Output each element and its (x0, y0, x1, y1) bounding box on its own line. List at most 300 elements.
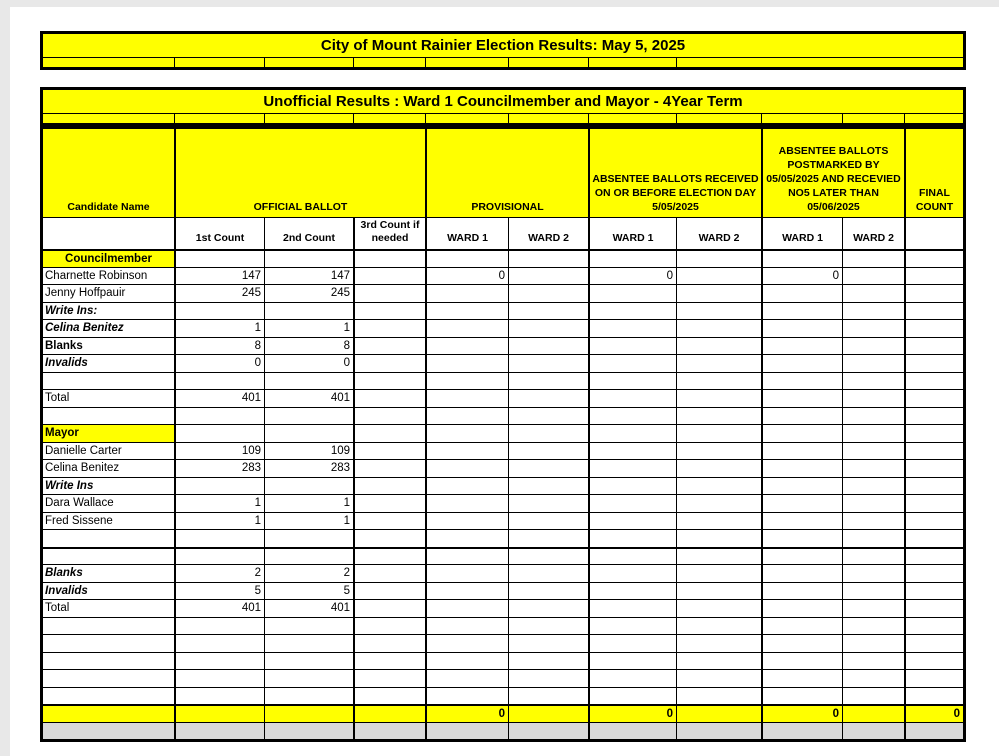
empty-cell (676, 512, 761, 530)
empty-cell (353, 687, 425, 705)
empty-cell (761, 669, 842, 687)
empty-cell (676, 634, 761, 652)
subheader-absentee-postmarked-ward1: WARD 1 (761, 217, 842, 249)
empty-cell (425, 477, 508, 495)
empty-cell (508, 389, 588, 407)
value-cell-apw1: 0 (761, 267, 842, 285)
empty-cell (264, 547, 353, 565)
empty-cell (264, 529, 353, 547)
empty-cell (904, 494, 963, 512)
subheader-3rd-count: 3rd Count if needed (353, 217, 425, 249)
empty-cell (264, 722, 353, 740)
empty-cell (425, 582, 508, 600)
subheader-provisional-ward1: WARD 1 (425, 217, 508, 249)
empty-cell (425, 564, 508, 582)
empty-cell (508, 582, 588, 600)
empty-cell (842, 459, 904, 477)
empty-cell (174, 477, 264, 495)
value-cell-c2: 1 (264, 494, 353, 512)
empty-cell (842, 722, 904, 740)
spacer-cell (425, 114, 508, 123)
empty-cell (508, 669, 588, 687)
empty-cell (588, 564, 676, 582)
empty-cell (904, 459, 963, 477)
empty-cell (676, 477, 761, 495)
empty-cell (353, 599, 425, 617)
empty-cell (761, 337, 842, 355)
empty-cell (588, 337, 676, 355)
value-cell-c2: 5 (264, 582, 353, 600)
empty-cell (761, 284, 842, 302)
empty-label-cell (43, 704, 174, 722)
empty-cell (842, 354, 904, 372)
empty-cell (174, 249, 264, 267)
empty-cell (676, 687, 761, 705)
empty-cell (842, 669, 904, 687)
empty-cell (588, 284, 676, 302)
row-label: Invalids (43, 582, 174, 600)
empty-cell (588, 319, 676, 337)
empty-cell (353, 617, 425, 635)
empty-cell (904, 547, 963, 565)
header-candidate-name: Candidate Name (43, 129, 174, 217)
empty-cell (425, 249, 508, 267)
empty-cell (676, 669, 761, 687)
empty-cell (842, 704, 904, 722)
empty-cell (842, 407, 904, 425)
empty-cell (676, 547, 761, 565)
empty-cell (353, 267, 425, 285)
empty-cell (676, 529, 761, 547)
empty-cell (842, 564, 904, 582)
empty-cell (508, 634, 588, 652)
sub-title: Unofficial Results : Ward 1 Councilmember and Mayor - 4Year Term (43, 90, 963, 114)
empty-cell (425, 512, 508, 530)
empty-cell (842, 372, 904, 390)
empty-cell (676, 249, 761, 267)
empty-cell (264, 302, 353, 320)
empty-cell (174, 372, 264, 390)
subheader-2nd-count: 2nd Count (264, 217, 353, 249)
empty-cell (353, 459, 425, 477)
empty-cell (761, 529, 842, 547)
spacer-cell (588, 114, 676, 123)
spacer-cell (508, 114, 588, 123)
row-label: Councilmember (43, 249, 174, 267)
empty-cell (588, 477, 676, 495)
empty-cell (904, 389, 963, 407)
empty-label-cell (43, 722, 174, 740)
empty-cell (174, 547, 264, 565)
row-label: Blanks (43, 337, 174, 355)
empty-cell (264, 669, 353, 687)
empty-cell (842, 337, 904, 355)
empty-cell (508, 512, 588, 530)
empty-cell (842, 267, 904, 285)
empty-cell (508, 494, 588, 512)
empty-cell (508, 249, 588, 267)
empty-cell (842, 477, 904, 495)
row-label: Total (43, 599, 174, 617)
empty-cell (588, 687, 676, 705)
empty-cell (761, 617, 842, 635)
empty-cell (353, 319, 425, 337)
spacer-cell (174, 58, 264, 67)
spacer-cell (264, 114, 353, 123)
value-cell-pw1: 0 (425, 267, 508, 285)
empty-cell (588, 617, 676, 635)
spacer-cell (588, 58, 676, 67)
grid-spacer-row-1 (43, 58, 963, 67)
subheader-absentee-postmarked-ward2: WARD 2 (842, 217, 904, 249)
empty-cell (588, 599, 676, 617)
empty-cell (842, 442, 904, 460)
spacer-cell (508, 58, 588, 67)
empty-cell (425, 529, 508, 547)
empty-cell (425, 494, 508, 512)
empty-cell (508, 529, 588, 547)
row-label: Celina Benitez (43, 319, 174, 337)
empty-cell (174, 424, 264, 442)
empty-cell (425, 354, 508, 372)
row-label: Total (43, 389, 174, 407)
spacer-cell (353, 114, 425, 123)
empty-cell (508, 354, 588, 372)
empty-cell (425, 372, 508, 390)
empty-cell (508, 477, 588, 495)
value-cell-c2: 401 (264, 599, 353, 617)
empty-cell (588, 354, 676, 372)
empty-cell (904, 652, 963, 670)
value-cell-c1: 2 (174, 564, 264, 582)
empty-cell (761, 634, 842, 652)
value-cell-c1: 147 (174, 267, 264, 285)
empty-cell (508, 424, 588, 442)
main-title: City of Mount Rainier Election Results: May 5, 2025 (43, 34, 963, 58)
empty-cell (676, 722, 761, 740)
header-final-count: FINAL COUNT (904, 129, 963, 217)
empty-cell (761, 389, 842, 407)
empty-cell (508, 319, 588, 337)
empty-cell (676, 564, 761, 582)
header-absentee-received: ABSENTEE BALLOTS RECEIVED ON OR BEFORE ELECTION DAY 5/05/2025 (588, 129, 761, 217)
empty-cell (904, 617, 963, 635)
subheader-1st-count: 1st Count (174, 217, 264, 249)
empty-cell (425, 442, 508, 460)
empty-cell (676, 459, 761, 477)
empty-cell (353, 424, 425, 442)
subheader-provisional-ward2: WARD 2 (508, 217, 588, 249)
empty-cell (761, 249, 842, 267)
value-cell-c2: 401 (264, 389, 353, 407)
empty-cell (353, 634, 425, 652)
empty-cell (676, 424, 761, 442)
empty-cell (676, 372, 761, 390)
value-cell-c2: 245 (264, 284, 353, 302)
empty-cell (676, 704, 761, 722)
empty-cell (842, 529, 904, 547)
subheader-final-blank (904, 217, 963, 249)
empty-cell (842, 634, 904, 652)
empty-cell (761, 652, 842, 670)
value-cell-c1: 5 (174, 582, 264, 600)
empty-cell (353, 284, 425, 302)
value-cell-fc: 0 (904, 704, 963, 722)
empty-cell (353, 652, 425, 670)
empty-cell (353, 529, 425, 547)
empty-cell (842, 547, 904, 565)
empty-cell (588, 407, 676, 425)
spacer-cell (43, 58, 174, 67)
empty-cell (676, 494, 761, 512)
value-cell-c1: 1 (174, 319, 264, 337)
empty-cell (676, 582, 761, 600)
empty-label-cell (43, 634, 174, 652)
value-cell-c2: 8 (264, 337, 353, 355)
empty-cell (904, 424, 963, 442)
empty-cell (761, 494, 842, 512)
empty-cell (353, 564, 425, 582)
empty-label-cell (43, 547, 174, 565)
value-cell-arw1: 0 (588, 267, 676, 285)
row-label: Danielle Carter (43, 442, 174, 460)
empty-cell (904, 249, 963, 267)
empty-cell (676, 652, 761, 670)
empty-cell (353, 249, 425, 267)
empty-cell (761, 477, 842, 495)
empty-cell (676, 389, 761, 407)
empty-cell (588, 442, 676, 460)
empty-cell (761, 302, 842, 320)
value-cell-c2: 0 (264, 354, 353, 372)
empty-cell (842, 687, 904, 705)
empty-cell (264, 652, 353, 670)
spacer-cell (761, 114, 842, 123)
subheader-absentee-received-ward1: WARD 1 (588, 217, 676, 249)
empty-cell (508, 284, 588, 302)
empty-cell (904, 687, 963, 705)
empty-cell (842, 284, 904, 302)
empty-cell (761, 722, 842, 740)
empty-cell (425, 407, 508, 425)
page-edge-left (0, 0, 10, 756)
empty-cell (588, 302, 676, 320)
value-cell-c2: 1 (264, 512, 353, 530)
empty-cell (761, 424, 842, 442)
spacer-cell (425, 58, 508, 67)
empty-cell (508, 687, 588, 705)
empty-cell (842, 424, 904, 442)
empty-cell (588, 634, 676, 652)
empty-cell (761, 582, 842, 600)
row-label: Jenny Hoffpauir (43, 284, 174, 302)
empty-cell (508, 372, 588, 390)
empty-cell (264, 372, 353, 390)
spacer-cell (676, 114, 761, 123)
empty-label-cell (43, 669, 174, 687)
empty-cell (761, 459, 842, 477)
empty-cell (264, 634, 353, 652)
empty-cell (508, 564, 588, 582)
empty-cell (353, 582, 425, 600)
empty-cell (761, 547, 842, 565)
empty-cell (676, 599, 761, 617)
value-cell-c1: 401 (174, 599, 264, 617)
empty-cell (761, 372, 842, 390)
empty-cell (174, 687, 264, 705)
empty-cell (264, 407, 353, 425)
empty-cell (508, 459, 588, 477)
value-cell-c2: 147 (264, 267, 353, 285)
empty-cell (425, 302, 508, 320)
empty-cell (761, 354, 842, 372)
empty-cell (508, 722, 588, 740)
empty-cell (904, 267, 963, 285)
empty-cell (174, 617, 264, 635)
value-cell-c2: 1 (264, 319, 353, 337)
row-label: Charnette Robinson (43, 267, 174, 285)
value-cell-c2: 2 (264, 564, 353, 582)
empty-cell (904, 529, 963, 547)
spacer-cell (43, 114, 174, 123)
empty-cell (676, 442, 761, 460)
spacer-cell (174, 114, 264, 123)
empty-cell (761, 319, 842, 337)
empty-cell (588, 494, 676, 512)
empty-cell (842, 617, 904, 635)
empty-cell (588, 424, 676, 442)
empty-cell (353, 407, 425, 425)
empty-cell (761, 599, 842, 617)
empty-cell (425, 687, 508, 705)
empty-cell (842, 652, 904, 670)
empty-cell (508, 599, 588, 617)
empty-cell (842, 512, 904, 530)
value-cell-pw1: 0 (425, 704, 508, 722)
empty-label-cell (43, 617, 174, 635)
empty-label-cell (43, 372, 174, 390)
empty-cell (174, 529, 264, 547)
empty-cell (842, 494, 904, 512)
empty-cell (353, 442, 425, 460)
empty-cell (588, 669, 676, 687)
empty-cell (904, 582, 963, 600)
value-cell-c1: 8 (174, 337, 264, 355)
empty-cell (353, 389, 425, 407)
empty-cell (904, 354, 963, 372)
empty-cell (425, 459, 508, 477)
empty-cell (508, 652, 588, 670)
empty-cell (425, 669, 508, 687)
empty-cell (425, 424, 508, 442)
empty-cell (425, 547, 508, 565)
empty-cell (174, 407, 264, 425)
empty-cell (761, 564, 842, 582)
empty-cell (353, 547, 425, 565)
empty-label-cell (43, 529, 174, 547)
empty-label-cell (43, 687, 174, 705)
value-cell-c1: 283 (174, 459, 264, 477)
row-label: Blanks (43, 564, 174, 582)
empty-cell (264, 249, 353, 267)
empty-cell (588, 652, 676, 670)
empty-cell (904, 407, 963, 425)
empty-cell (904, 669, 963, 687)
empty-cell (508, 337, 588, 355)
empty-cell (174, 669, 264, 687)
row-label: Dara Wallace (43, 494, 174, 512)
grid-spacer-row-2 (43, 114, 963, 123)
empty-cell (174, 634, 264, 652)
empty-cell (425, 599, 508, 617)
spacer-cell (353, 58, 425, 67)
empty-cell (904, 319, 963, 337)
empty-cell (676, 319, 761, 337)
spacer-cell (676, 58, 963, 67)
empty-cell (508, 407, 588, 425)
empty-cell (508, 547, 588, 565)
empty-cell (425, 722, 508, 740)
empty-cell (676, 337, 761, 355)
empty-cell (904, 442, 963, 460)
empty-cell (842, 302, 904, 320)
main-title-banner (40, 31, 966, 70)
empty-cell (425, 652, 508, 670)
empty-cell (264, 704, 353, 722)
row-label: Invalids (43, 354, 174, 372)
empty-cell (588, 512, 676, 530)
value-cell-arw1: 0 (588, 704, 676, 722)
empty-cell (425, 337, 508, 355)
empty-cell (588, 722, 676, 740)
empty-cell (904, 512, 963, 530)
empty-cell (676, 617, 761, 635)
sub-title-banner (40, 87, 966, 126)
empty-cell (588, 547, 676, 565)
subheader-blank (43, 217, 174, 249)
empty-cell (264, 477, 353, 495)
value-cell-c1: 109 (174, 442, 264, 460)
empty-cell (676, 267, 761, 285)
empty-cell (174, 704, 264, 722)
empty-cell (264, 424, 353, 442)
empty-cell (842, 582, 904, 600)
row-label: Write Ins (43, 477, 174, 495)
empty-label-cell (43, 407, 174, 425)
empty-cell (904, 477, 963, 495)
header-provisional: PROVISIONAL (425, 129, 588, 217)
empty-cell (508, 442, 588, 460)
empty-cell (425, 319, 508, 337)
empty-cell (353, 512, 425, 530)
empty-cell (353, 704, 425, 722)
empty-cell (842, 249, 904, 267)
empty-cell (174, 652, 264, 670)
empty-label-cell (43, 652, 174, 670)
empty-cell (353, 669, 425, 687)
empty-cell (842, 389, 904, 407)
empty-cell (174, 302, 264, 320)
empty-cell (761, 687, 842, 705)
header-absentee-postmarked: ABSENTEE BALLOTS POSTMARKED BY 05/05/2025 AND RECEVIED NO5 LATER THAN 05/06/2025 (761, 129, 904, 217)
header-official-ballot: OFFICIAL BALLOT (174, 129, 425, 217)
empty-cell (353, 494, 425, 512)
empty-cell (676, 354, 761, 372)
empty-cell (761, 512, 842, 530)
page-edge-top (0, 0, 999, 7)
empty-cell (904, 599, 963, 617)
value-cell-c1: 401 (174, 389, 264, 407)
